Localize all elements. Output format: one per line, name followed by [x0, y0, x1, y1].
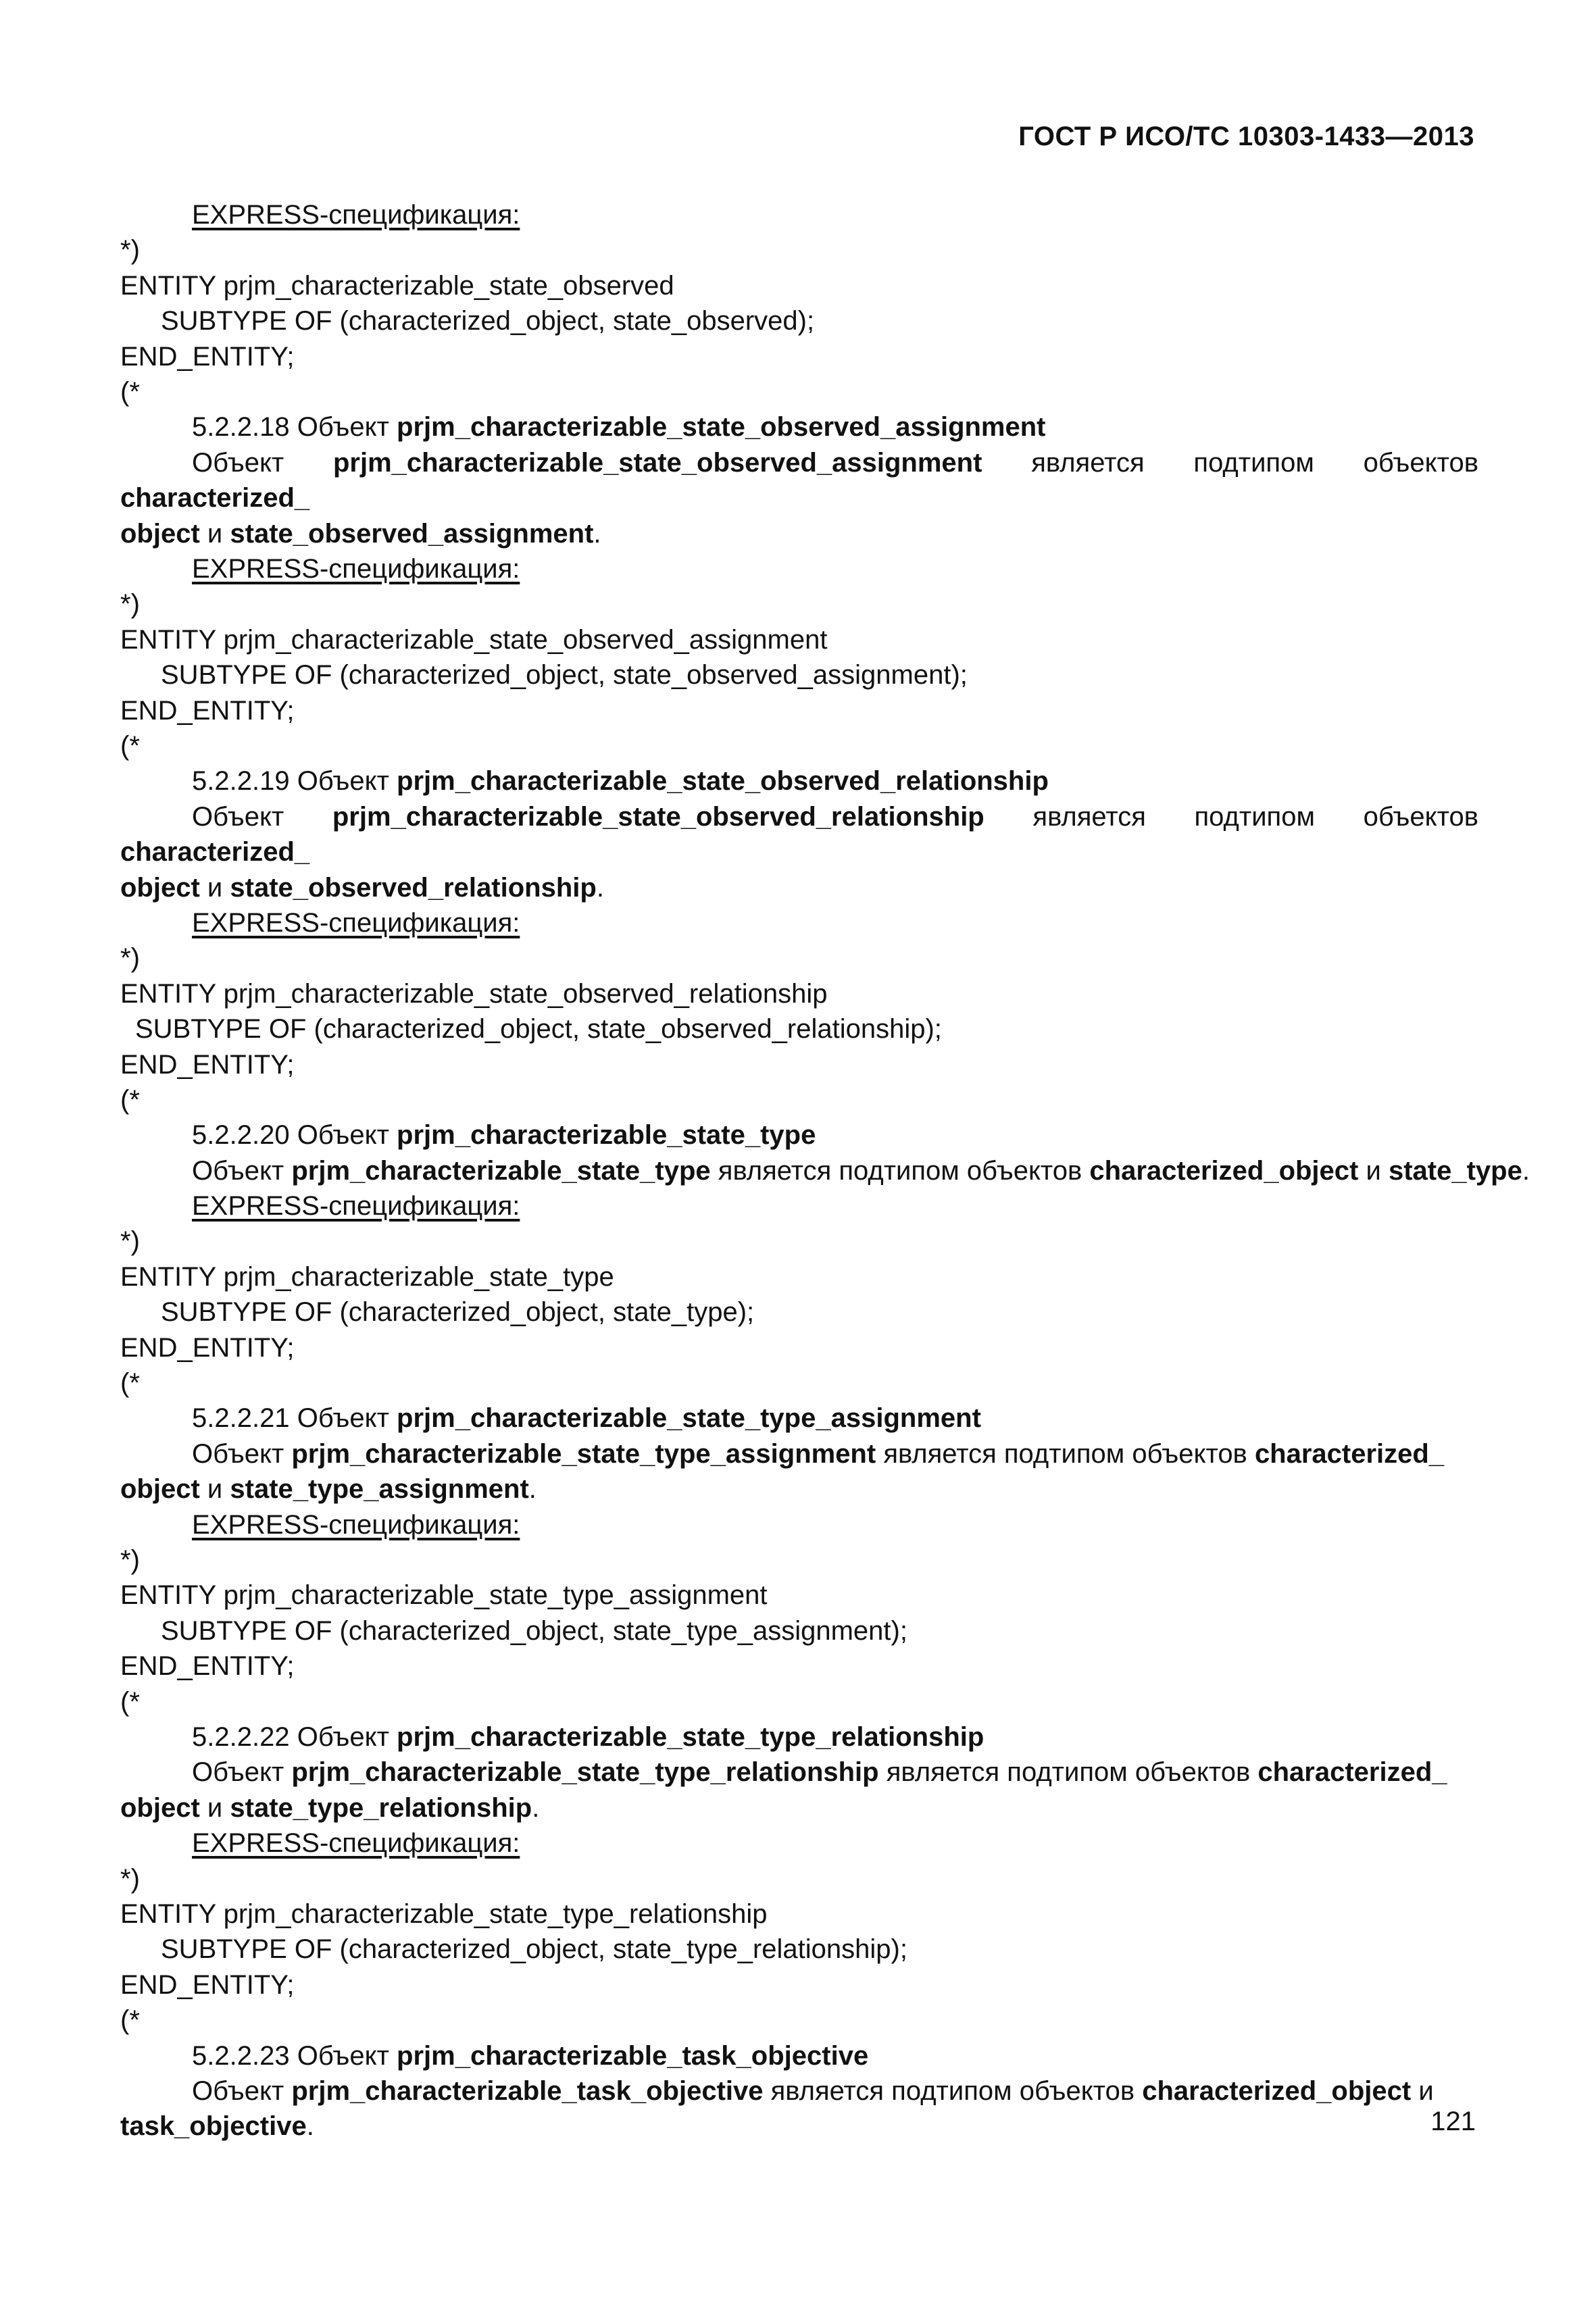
comment-close: *) — [120, 1226, 140, 1257]
section-heading-5-2-2-19: 5.2.2.19 Объект prjm_characterizable_state_observed_relationship — [192, 766, 1049, 797]
comment-open: (* — [120, 1686, 140, 1717]
end-entity: END_ENTITY; — [120, 1969, 295, 2000]
entity-line: ENTITY prjm_characterizable_state_observed_relationship — [120, 978, 828, 1009]
entity-line: ENTITY prjm_characterizable_state_type — [120, 1261, 614, 1292]
subtype-line: SUBTYPE OF (characterized_object, state_observed); — [161, 306, 815, 336]
comment-open: (* — [120, 1084, 140, 1115]
section-heading-5-2-2-20: 5.2.2.20 Объект prjm_characterizable_state_type — [192, 1120, 816, 1151]
document-body — [120, 197, 1530, 2144]
subtype-line: SUBTYPE OF (characterized_object, state_type_relationship); — [161, 1934, 907, 1965]
express-label: EXPRESS-спецификация: — [192, 200, 520, 230]
section-text-5-2-2-21: Объект prjm_characterizable_state_type_assignment является подтипом объектов characterized_ object и state_type_assignment. — [120, 1438, 1445, 1505]
end-entity: END_ENTITY; — [120, 1651, 295, 1682]
express-label: EXPRESS-спецификация: — [192, 1191, 520, 1222]
section-heading-5-2-2-22: 5.2.2.22 Объект prjm_characterizable_state_type_relationship — [192, 1722, 984, 1752]
section-heading-5-2-2-23: 5.2.2.23 Объект prjm_characterizable_task_objective — [192, 2040, 869, 2071]
subtype-line: SUBTYPE OF (characterized_object, state_type); — [161, 1297, 755, 1328]
page-number: 121 — [1430, 2107, 1476, 2136]
section-heading-5-2-2-21: 5.2.2.21 Объект prjm_characterizable_state_type_assignment — [192, 1403, 981, 1434]
section-text-5-2-2-20: Объект prjm_characterizable_state_type является подтипом объектов characterized_object и state_type. — [192, 1155, 1530, 1186]
end-entity: END_ENTITY; — [120, 695, 295, 726]
comment-open: (* — [120, 730, 140, 761]
section-text-5-2-2-19: Объект prjm_characterizable_state_observed_relationship является подтипом объектов characterized_ object и state_observed_relationship. — [120, 801, 1478, 903]
page-header: ГОСТ Р ИСО/ТС 10303-1433—2013 — [1018, 122, 1474, 151]
section-text-5-2-2-18: Объект prjm_characterizable_state_observed_assignment является подтипом объектов characterized_ object и state_observed_assignment. — [120, 447, 1478, 549]
comment-open: (* — [120, 1368, 140, 1399]
comment-close: *) — [120, 1863, 140, 1894]
end-entity: END_ENTITY; — [120, 341, 295, 372]
end-entity: END_ENTITY; — [120, 1332, 295, 1363]
subtype-line: SUBTYPE OF (characterized_object, state_observed_assignment); — [161, 660, 968, 690]
express-label: EXPRESS-спецификация: — [192, 553, 520, 584]
comment-close: *) — [120, 235, 140, 266]
end-entity: END_ENTITY; — [120, 1049, 295, 1080]
section-text-5-2-2-23: Объект prjm_characterizable_task_objective является подтипом объектов characterized_object и task_objective. — [120, 2076, 1434, 2142]
subtype-line: SUBTYPE OF (characterized_object, state_type_assignment); — [161, 1615, 907, 1646]
comment-close: *) — [120, 1545, 140, 1576]
subtype-line: SUBTYPE OF (characterized_object, state_observed_relationship); — [135, 1014, 942, 1045]
comment-open: (* — [120, 2005, 140, 2036]
comment-open: (* — [120, 376, 140, 407]
express-label: EXPRESS-спецификация: — [192, 1828, 520, 1859]
express-label: EXPRESS-спецификация: — [192, 907, 520, 938]
express-label: EXPRESS-спецификация: — [192, 1509, 520, 1540]
entity-line: ENTITY prjm_characterizable_state_type_relationship — [120, 1899, 768, 1929]
comment-close: *) — [120, 589, 140, 620]
entity-line: ENTITY prjm_characterizable_state_type_assignment — [120, 1580, 768, 1611]
entity-line: ENTITY prjm_characterizable_state_observed_assignment — [120, 624, 828, 655]
comment-close: *) — [120, 943, 140, 974]
section-heading-5-2-2-18: 5.2.2.18 Объект prjm_characterizable_state_observed_assignment — [192, 412, 1046, 443]
section-text-5-2-2-22: Объект prjm_characterizable_state_type_relationship является подтипом объектов characterized_ object и state_type_relationship. — [120, 1757, 1447, 1823]
entity-line: ENTITY prjm_characterizable_state_observed — [120, 270, 674, 301]
